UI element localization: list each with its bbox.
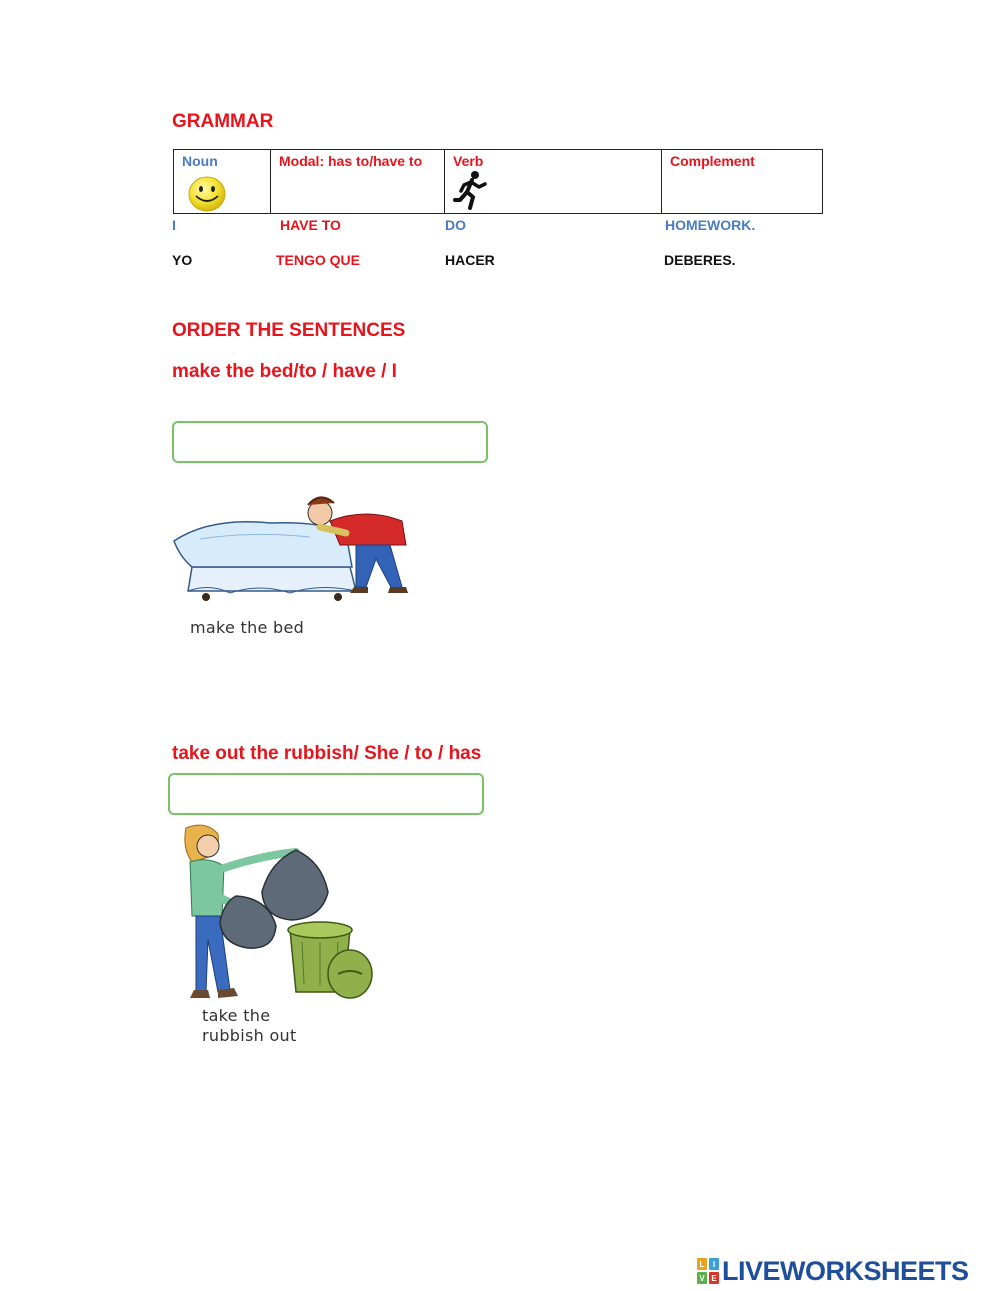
spanish-modal: TENGO QUE [276, 252, 361, 268]
grammar-title: GRAMMAR [172, 111, 274, 132]
logo-block-i: I [709, 1258, 719, 1270]
logo-block-l: L [697, 1258, 707, 1270]
rubbish-caption-line-1: take the [202, 1006, 271, 1025]
verb-header: Verb [453, 153, 484, 169]
rubbish-illustration [178, 822, 388, 1048]
verb-header-cell [445, 150, 662, 213]
spanish-complement: DEBERES. [664, 252, 736, 268]
logo-block-e: E [709, 1272, 719, 1284]
english-complement: HOMEWORK. [665, 217, 756, 233]
complement-header: Complement [670, 153, 755, 169]
grammar-table [173, 149, 823, 214]
prompt-2: take out the rubbish/ She / to / has [172, 743, 482, 764]
answer-input-2[interactable] [168, 773, 484, 815]
running-person-icon [453, 170, 489, 210]
liveworksheets-logo [697, 1256, 969, 1286]
english-noun: I [172, 217, 176, 233]
logo-text: LIVEWORKSHEETS [722, 1255, 969, 1286]
complement-header-cell [662, 150, 822, 213]
noun-header: Noun [182, 153, 218, 169]
spanish-noun: YO [172, 252, 193, 268]
modal-header-cell [271, 150, 445, 213]
prompt-1: make the bed/to / have / I [172, 361, 397, 382]
take-out-rubbish-picture [178, 822, 388, 1002]
smiley-face-icon [186, 174, 228, 214]
make-bed-illustration [170, 487, 422, 647]
english-verb: DO [445, 217, 466, 233]
make-bed-caption: make the bed [190, 618, 305, 637]
exercise-title: ORDER THE SENTENCES [172, 320, 406, 341]
logo-block-v: V [697, 1272, 707, 1284]
answer-input-1[interactable] [172, 421, 488, 463]
spanish-verb: HACER [445, 252, 495, 268]
rubbish-caption-line-2: rubbish out [202, 1026, 297, 1045]
modal-header: Modal: has to/have to [279, 153, 423, 169]
noun-header-cell [174, 150, 271, 213]
logo-blocks-icon [697, 1258, 719, 1284]
make-bed-picture [170, 487, 422, 607]
english-modal: HAVE TO [280, 217, 341, 233]
